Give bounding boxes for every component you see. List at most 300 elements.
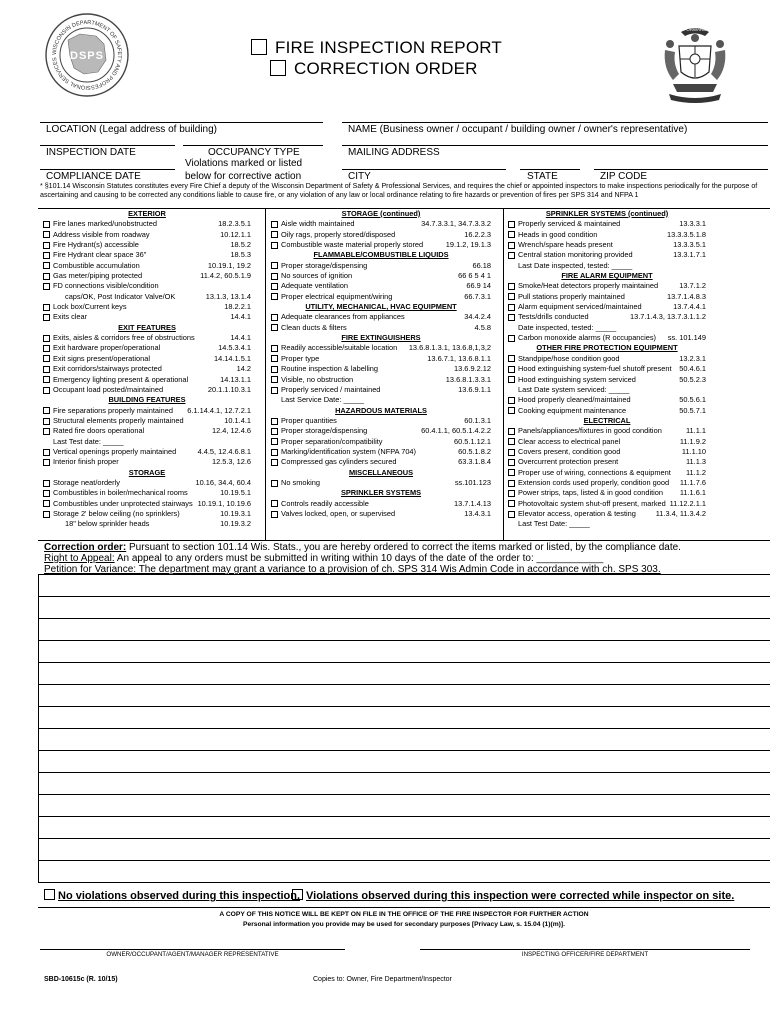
checklist-checkbox[interactable] (508, 500, 515, 507)
checklist-item[interactable] (271, 416, 491, 426)
checklist-item[interactable] (43, 364, 251, 374)
checklist-item[interactable] (43, 426, 251, 436)
writing-line[interactable] (38, 618, 770, 619)
occupancy-type-line[interactable] (183, 145, 323, 146)
checklist-divider-1 (265, 208, 266, 540)
code-reference: 12.5.3, 12.6 (211, 457, 251, 467)
date-note: Date inspected, tested: _____ (518, 322, 617, 332)
code-reference: 11.1.6.1 (679, 488, 706, 498)
checklist-item-label: Combustible waste material properly stored (281, 240, 424, 250)
checklist-checkbox[interactable] (43, 221, 50, 228)
code-reference: 11.4.2, 60.5.1.9 (200, 271, 251, 281)
right-to-appeal-body: An appeal to any orders must be submitted in writing within 10 days of the date of the order to: ____________ (114, 553, 604, 564)
checklist-checkbox[interactable] (508, 283, 515, 290)
mailing-address-line[interactable] (342, 145, 768, 146)
checklist-item[interactable] (43, 406, 251, 416)
checklist-item[interactable] (43, 271, 251, 281)
checklist-item[interactable] (43, 416, 251, 426)
checklist-item[interactable] (43, 354, 251, 364)
checklist-item[interactable] (271, 219, 491, 229)
code-reference: 13.7.1.2 (679, 281, 706, 291)
section-heading: MISCELLANEOUS (348, 467, 414, 477)
inspector-signature-line[interactable] (420, 949, 750, 950)
checklist-checkbox[interactable] (508, 221, 515, 228)
checklist-item[interactable] (271, 437, 491, 447)
checklist-item[interactable] (271, 375, 491, 385)
violations-note-line2: below for corrective action (185, 171, 302, 182)
code-reference: 13.3.3.5.1 (673, 240, 706, 250)
checklist-checkbox[interactable] (508, 231, 515, 238)
code-reference: 66.9 14 (466, 281, 491, 291)
checklist-item (43, 519, 251, 529)
checklist-item-label: No sources of ignition (281, 271, 353, 281)
code-reference: 18.5.3 (230, 250, 251, 260)
violations-note-line1: Violations marked or listed (185, 158, 303, 169)
checklist-item-label: Carbon monoxide alarms (R occupancies) (518, 333, 657, 343)
checklist-item[interactable] (43, 281, 251, 291)
compliance-date-line[interactable] (40, 169, 175, 170)
checklist-item[interactable] (508, 219, 706, 229)
wisconsin-state-seal-logo (659, 22, 731, 106)
code-reference: 13.7.4.4.1 (673, 302, 706, 312)
code-reference: 13.7.1.4.3, 13.7.3.1.1.2 (629, 312, 706, 322)
code-reference: 13.6.9.2.12 (454, 364, 491, 374)
checklist-checkbox[interactable] (43, 304, 50, 311)
checklist-checkbox[interactable] (43, 262, 50, 269)
checklist-item-label: Exit corridors/stairways protected (53, 364, 162, 374)
checklist-checkbox[interactable] (43, 242, 50, 249)
checklist-item-label: Compressed gas cylinders secured (281, 457, 397, 467)
checklist-checkbox[interactable] (43, 407, 50, 414)
checklist-item[interactable] (43, 375, 251, 385)
code-reference: 14.5.3.4.1 (218, 343, 251, 353)
checklist-checkbox[interactable] (43, 231, 50, 238)
correction-order-text (44, 542, 768, 575)
checklist-item-label: No smoking (281, 477, 321, 487)
checklist-checkbox[interactable] (508, 397, 515, 404)
location-label: LOCATION (Legal address of building) (46, 124, 218, 135)
fire-inspection-report-checkbox[interactable] (251, 39, 267, 55)
checklist-item[interactable] (43, 312, 251, 322)
checklist-checkbox[interactable] (508, 376, 515, 383)
correction-top-rule (38, 540, 770, 541)
code-reference: 50.5.7.1 (679, 405, 706, 415)
section-heading: FIRE EXTINGUISHERS (341, 333, 421, 343)
checklist-item-label: Emergency lighting present & operational (53, 374, 189, 384)
location-line[interactable] (40, 122, 323, 123)
checklist-checkbox[interactable] (43, 500, 50, 507)
section-heading: FIRE ALARM EQUIPMENT (561, 271, 653, 281)
checklist-item-label: Pull stations properly maintained (518, 291, 625, 301)
checklist-item[interactable] (43, 457, 251, 467)
checklist-item-label: Lock box/Current keys (53, 302, 127, 312)
checklist-item[interactable] (508, 509, 706, 519)
checklist-checkbox[interactable] (271, 242, 278, 249)
checklist-checkbox[interactable] (508, 459, 515, 466)
checklist-checkbox[interactable] (43, 490, 50, 497)
checklist-checkbox[interactable] (508, 355, 515, 362)
checklist-checkbox[interactable] (43, 314, 50, 321)
checklist-item[interactable] (508, 302, 706, 312)
checklist-item-label: Hood properly cleaned/maintained (518, 395, 631, 405)
checklist-item-label: Occupant load posted/maintained (53, 384, 164, 394)
checklist-item[interactable] (43, 230, 251, 240)
checklist-item[interactable] (508, 364, 706, 374)
checklist-item[interactable] (508, 437, 706, 447)
writing-line[interactable] (38, 772, 770, 773)
checklist-item-label: Wrench/spare heads present (518, 240, 613, 250)
checklist-item[interactable] (271, 323, 491, 333)
section-heading: HAZARDOUS MATERIALS (335, 405, 427, 415)
checklist-item[interactable] (271, 312, 491, 322)
checklist-checkbox[interactable] (271, 221, 278, 228)
checklist-item-label: Address visible from roadway (53, 229, 150, 239)
code-reference: 14.14.1.5.1 (214, 353, 251, 363)
date-note: Last Test Date: _____ (518, 519, 590, 529)
checklist-item-label: Storage neat/orderly (53, 477, 120, 487)
checklist-item[interactable] (271, 240, 491, 250)
checklist-item[interactable] (508, 426, 706, 436)
code-reference: 4.5.8 (474, 322, 491, 332)
inspection-date-line[interactable] (40, 145, 175, 146)
code-reference: 20.1.1.10.3.1 (207, 384, 251, 394)
checklist-item-label: Proper storage/dispensing (281, 260, 368, 270)
checklist-item (43, 292, 251, 302)
checklist-item[interactable] (508, 447, 706, 457)
checklist-checkbox[interactable] (271, 376, 278, 383)
checklist-checkbox[interactable] (43, 283, 50, 290)
checklist-item[interactable] (508, 281, 706, 291)
checklist-item[interactable] (508, 488, 706, 498)
checklist-checkbox[interactable] (508, 490, 515, 497)
checklist-checkbox[interactable] (271, 283, 278, 290)
state-line[interactable] (520, 169, 580, 170)
checklist-checkbox[interactable] (508, 407, 515, 414)
code-reference: 13.3.1.7.1 (673, 250, 706, 260)
checklist-item-label: Fire lanes marked/unobstructed (53, 219, 157, 229)
corrected-on-site-option[interactable] (292, 889, 734, 902)
checklist-item-label: Visible, no obstruction (281, 374, 354, 384)
code-reference: 60.5.1.8.2 (458, 446, 491, 456)
checklist-checkbox[interactable] (271, 262, 278, 269)
checklist-checkbox[interactable] (271, 438, 278, 445)
right-to-appeal-label: Right to Appeal: (44, 553, 115, 564)
state-label: STATE (527, 171, 558, 182)
writing-line[interactable] (38, 706, 770, 707)
checklist-checkbox[interactable] (508, 252, 515, 259)
code-reference: 11.1.7.6 (679, 477, 706, 487)
checklist-item[interactable] (271, 230, 491, 240)
checklist-item[interactable] (508, 499, 706, 509)
checklist-checkbox[interactable] (508, 469, 515, 476)
checklist-checkbox[interactable] (508, 480, 515, 487)
checklist-item-label: Power strips, taps, listed & in good condition (518, 488, 664, 498)
dsps-seal-logo (44, 12, 130, 98)
checklist-checkbox[interactable] (508, 293, 515, 300)
section-heading: FLAMMABLE/COMBUSTIBLE LIQUIDS (313, 250, 449, 260)
code-reference: 18.5.2 (230, 240, 251, 250)
checklist-checkbox[interactable] (508, 428, 515, 435)
petition-for-variance-body: The department may grant a variance to a provision of ch. SPS 314 Wis Admin Code in accordance with ch. SPS 303. (136, 564, 661, 575)
checklist-item[interactable] (43, 447, 251, 457)
checklist-item[interactable] (271, 261, 491, 271)
checklist-item-label: Vertical openings properly maintained (53, 446, 177, 456)
code-reference: 6.1.14.4.1, 12.7.2.1 (187, 405, 251, 415)
checklist-checkbox[interactable] (271, 480, 278, 487)
section-heading: OTHER FIRE PROTECTION EQUIPMENT (536, 343, 678, 353)
code-reference: 50.5.2.3 (679, 374, 706, 384)
checklist-item[interactable] (271, 292, 491, 302)
corrected-on-site-checkbox[interactable] (292, 889, 303, 900)
checklist-item-label: Overcurrent protection present (518, 457, 619, 467)
checklist-item-label: Controls readily accessible (281, 498, 369, 508)
svg-text:FORWARD: FORWARD (683, 27, 707, 32)
code-reference: 13.7.1.4.13 (454, 498, 491, 508)
checklist-checkbox[interactable] (508, 304, 515, 311)
section-heading: SPRINKLER SYSTEMS (340, 488, 422, 498)
checklist-item-label: Combustibles under unprotected stairways (53, 498, 193, 508)
code-reference: 10.19.3.2 (220, 519, 251, 529)
checklist-item[interactable] (508, 457, 706, 467)
owner-signature-line[interactable] (40, 949, 345, 950)
section-heading: EXIT FEATURES (118, 322, 176, 332)
checklist-item[interactable] (43, 219, 251, 229)
checklist-item-label: Fire separations properly maintained (53, 405, 173, 415)
checklist-checkbox[interactable] (271, 355, 278, 362)
checklist-checkbox[interactable] (271, 387, 278, 394)
checklist-item-label: Fire Hydrant(s) accessible (53, 240, 139, 250)
checklist-item-label: Exits, aisles & corridors free of obstructions (53, 333, 195, 343)
checklist-checkbox[interactable] (43, 366, 50, 373)
checklist-checkbox[interactable] (271, 449, 278, 456)
code-reference: 11.3.4, 11.3.4.2 (655, 508, 706, 518)
checklist-item[interactable] (508, 354, 706, 364)
compliance-date-label: COMPLIANCE DATE (46, 171, 141, 182)
checklist-checkbox[interactable] (508, 314, 515, 321)
no-violations-option[interactable] (44, 889, 300, 902)
title-line1: FIRE INSPECTION REPORT (275, 38, 503, 57)
checklist-checkbox[interactable] (271, 293, 278, 300)
writing-line[interactable] (38, 750, 770, 751)
checklist-checkbox[interactable] (508, 449, 515, 456)
checklist-item[interactable] (43, 302, 251, 312)
checklist-checkbox[interactable] (271, 345, 278, 352)
checklist-item[interactable] (271, 509, 491, 519)
checklist-item[interactable] (43, 261, 251, 271)
checklist-item[interactable] (508, 375, 706, 385)
checklist-item[interactable] (271, 364, 491, 374)
code-reference: 14.2 (236, 364, 251, 374)
date-note: Last Service Date: _____ (281, 395, 364, 405)
checklist-item[interactable] (271, 426, 491, 436)
checklist-item[interactable] (43, 240, 251, 250)
checklist-checkbox[interactable] (43, 511, 50, 518)
checklist-checkbox[interactable] (271, 511, 278, 518)
writing-line[interactable] (38, 574, 770, 575)
code-reference: 13.2.3.1 (679, 353, 706, 363)
code-reference: 50.5.6.1 (679, 395, 706, 405)
code-reference: 19.1.2, 19.1.3 (445, 240, 491, 250)
checklist-item[interactable] (43, 499, 251, 509)
checklist-checkbox[interactable] (271, 273, 278, 280)
writing-line[interactable] (38, 684, 770, 685)
correction-order-checkbox[interactable] (270, 60, 286, 76)
svg-text:DSPS: DSPS (70, 50, 104, 62)
checklist-item[interactable] (43, 478, 251, 488)
checklist-checkbox[interactable] (43, 428, 50, 435)
checklist-item[interactable] (271, 281, 491, 291)
checklist-item-label: Exit signs present/operational (53, 353, 150, 363)
checklist-checkbox[interactable] (271, 231, 278, 238)
checklist-item-label: Readily accessible/suitable location (281, 343, 398, 353)
city-line[interactable] (342, 169, 506, 170)
checklist-item[interactable] (271, 385, 491, 395)
checklist-checkbox[interactable] (508, 511, 515, 518)
checklist-item[interactable] (508, 250, 706, 260)
checklist-item[interactable] (271, 447, 491, 457)
checklist-item-label: Clear access to electrical panel (518, 436, 621, 446)
checklist-item[interactable] (508, 230, 706, 240)
no-violations-checkbox[interactable] (44, 889, 55, 900)
checklist-checkbox[interactable] (271, 459, 278, 466)
checklist-item[interactable] (43, 385, 251, 395)
writing-line[interactable] (38, 596, 770, 597)
code-reference: 11.1.1 (686, 426, 706, 436)
checklist-item[interactable] (508, 292, 706, 302)
code-reference: 66.7.3.1 (464, 291, 491, 301)
correction-order-label: Correction order: (44, 542, 127, 553)
code-reference: 10.19.5.1 (220, 488, 251, 498)
checklist-checkbox[interactable] (43, 418, 50, 425)
checklist-item[interactable] (271, 354, 491, 364)
date-note: Last Date system serviced: _____ (518, 384, 630, 394)
inspector-signature-label: INSPECTING OFFICER/FIRE DEPARTMENT (521, 951, 649, 958)
code-reference: 10.19.1, 19.2 (207, 260, 251, 270)
checklist-item[interactable] (271, 343, 491, 353)
checklist-checkbox[interactable] (43, 335, 50, 342)
checklist-item[interactable] (43, 509, 251, 519)
checklist-item-label: Elevator access, operation & testing (518, 508, 636, 518)
owner-signature-label: OWNER/OCCUPANT/AGENT/MANAGER REPRESENTATIVE (106, 951, 279, 958)
zip-line[interactable] (594, 169, 768, 170)
writing-line[interactable] (38, 838, 770, 839)
checklist-checkbox[interactable] (271, 314, 278, 321)
checklist-checkbox[interactable] (508, 242, 515, 249)
title-fire-inspection-report (251, 38, 502, 58)
writing-line[interactable] (38, 728, 770, 729)
form-id: SBD-10615c (R. 10/15) (44, 976, 118, 983)
checklist-item-label: Panels/appliances/fixtures in good condition (518, 426, 662, 436)
inspection-date-label: INSPECTION DATE (46, 147, 136, 158)
checklist-item[interactable] (271, 499, 491, 509)
checklist-item[interactable] (43, 343, 251, 353)
checklist-item[interactable] (271, 271, 491, 281)
writing-line[interactable] (38, 640, 770, 641)
checklist-item-label: Gas meter/piping protected (53, 271, 143, 281)
checklist-checkbox[interactable] (43, 449, 50, 456)
checklist-checkbox[interactable] (43, 459, 50, 466)
checklist-checkbox[interactable] (43, 376, 50, 383)
checklist-item[interactable] (508, 312, 706, 322)
checklist-item[interactable] (508, 478, 706, 488)
checklist-item-label: Heads in good condition (518, 229, 598, 239)
checklist-item[interactable] (271, 457, 491, 467)
privacy-notice: Personal information you provide may be used for secondary purposes [Privacy Law, s. 15.04 (1)(m)]. (243, 921, 565, 928)
checklist-item-label: Alarm equipment serviced/maintained (518, 302, 642, 312)
code-reference: 14.4.1 (230, 333, 251, 343)
code-reference: 4.4.5, 12.4.6.8.1 (197, 446, 251, 456)
checklist-checkbox[interactable] (271, 366, 278, 373)
checklist-checkbox[interactable] (508, 438, 515, 445)
checklist-checkbox[interactable] (43, 345, 50, 352)
writing-line[interactable] (38, 860, 770, 861)
checklist-checkbox[interactable] (508, 335, 515, 342)
checklist-item-label: Proper electrical equipment/wiring (281, 291, 393, 301)
checklist-item[interactable] (508, 240, 706, 250)
checklist-item-label: Rated fire doors operational (53, 426, 145, 436)
checklist-item[interactable] (508, 468, 706, 478)
checklist-checkbox[interactable] (43, 355, 50, 362)
checklist-checkbox[interactable] (43, 387, 50, 394)
section-heading: STORAGE (continued) (341, 209, 421, 218)
checklist-item-label: Interior finish proper (53, 457, 119, 467)
checklist-item-label: Exit hardware proper/operational (53, 343, 161, 353)
section-heading: UTILITY, MECHANICAL, HVAC EQUIPMENT (305, 302, 457, 312)
writing-line[interactable] (38, 816, 770, 817)
code-reference: ss.101.123 (454, 477, 491, 487)
correction-writing-area[interactable] (38, 574, 770, 883)
checklist-item-label: Properly serviced & maintained (518, 219, 621, 229)
checklist-column-middle (271, 209, 491, 519)
code-reference: 60.5.1.12.1 (454, 436, 491, 446)
checklist-checkbox[interactable] (271, 418, 278, 425)
checklist-checkbox[interactable] (508, 366, 515, 373)
code-reference: 13.6.8.1.3.1, 13.6.8,1,3,2 (408, 343, 491, 353)
checklist-checkbox[interactable] (271, 324, 278, 331)
checklist-checkbox[interactable] (271, 428, 278, 435)
checklist-item[interactable] (43, 333, 251, 343)
section-heading: EXTERIOR (128, 209, 166, 218)
correction-order-body: Pursuant to section 101.14 Wis. Stats., you are hereby ordered to correct the items marked or listed, by the compliance date. (126, 542, 681, 553)
name-line[interactable] (342, 122, 768, 123)
checklist-item[interactable] (508, 406, 706, 416)
writing-line[interactable] (38, 794, 770, 795)
code-reference: 66.18 (472, 260, 491, 270)
date-note: Last Date inspected, tested: _____ (518, 260, 633, 270)
statute-text: * §101.14 Wisconsin Statutes constitutes every Fire Chief a deputy of the Wisconsin Department of Safety & Professional Services, and requires the chief or appointed inspectors to make inspections periodically for the purpose of ascertaining and causing to be corrected any conditions liable to cause fire, or any violation of any law or local ordinance relating to fire hazards or prevention of fires per SPS 314 and NFPA 1 (40, 182, 758, 199)
checklist-item[interactable] (271, 478, 491, 488)
checklist-checkbox[interactable] (43, 252, 50, 259)
checklist-item-label: Proper storage/dispensing (281, 426, 368, 436)
checklist-checkbox[interactable] (43, 480, 50, 487)
checklist-item-label: Aisle width maintained (281, 219, 355, 229)
code-reference: 66 6 5 4 1 (458, 271, 491, 281)
checklist-checkbox[interactable] (271, 500, 278, 507)
checklist-item[interactable] (43, 488, 251, 498)
checklist-item[interactable] (43, 250, 251, 260)
code-reference: 18.2.3.5.1 (218, 219, 251, 229)
code-reference: 13.6.8.1.3.3.1 (445, 374, 491, 384)
code-reference: 60.4.1.1, 60.5.1.4.2.2 (421, 426, 491, 436)
checklist-checkbox[interactable] (43, 273, 50, 280)
checklist-item[interactable] (508, 333, 706, 343)
correction-order-line (44, 542, 768, 553)
writing-line[interactable] (38, 662, 770, 663)
writing-line[interactable] (38, 882, 770, 883)
checklist-item[interactable] (508, 395, 706, 405)
checklist-item-label: Exits clear (53, 312, 88, 322)
checklist-item-label: Oily rags, properly stored/disposed (281, 229, 396, 239)
